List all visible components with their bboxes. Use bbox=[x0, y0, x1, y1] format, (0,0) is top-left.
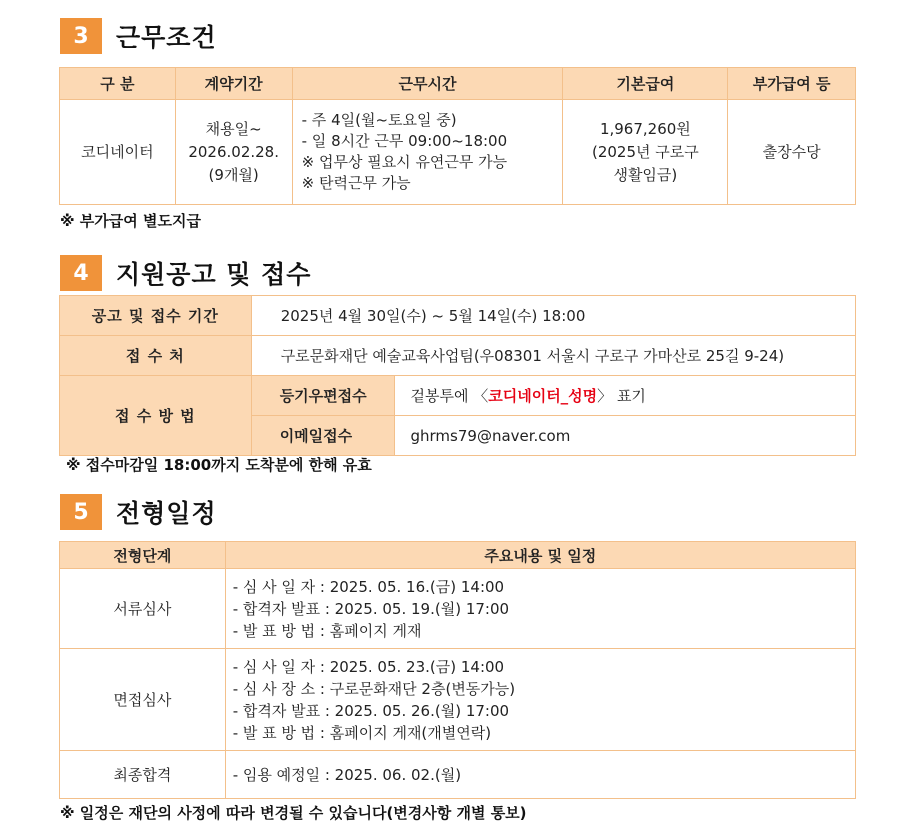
column-header: 근무시간 bbox=[292, 68, 563, 100]
hours-line: - 주 4일(월~토요일 중) bbox=[301, 111, 457, 129]
table-row bbox=[60, 336, 856, 376]
section-5-note: ※ 일정은 재단의 사정에 따라 변경될 수 있습니다(변경사항 개별 통보) bbox=[60, 804, 527, 822]
salary-cell bbox=[563, 100, 728, 205]
salary-line: (2025년 구로구 bbox=[591, 142, 699, 161]
schedule-cell bbox=[225, 569, 855, 649]
contract-period-cell bbox=[175, 100, 292, 205]
section-4-heading bbox=[60, 255, 311, 291]
extra-pay-cell: 출장수당 bbox=[728, 100, 856, 205]
table-row bbox=[60, 569, 856, 649]
schedule-line: - 심 사 일 자 : 2025. 05. 16.(금) 14:00 bbox=[232, 577, 505, 596]
work-hours-cell bbox=[292, 100, 563, 205]
table-row bbox=[60, 296, 856, 336]
place-label: 접 수 처 bbox=[60, 336, 252, 376]
schedule-line: - 발 표 방 법 : 홈페이지 게재 bbox=[232, 621, 422, 640]
period-label: 공고 및 접수 기간 bbox=[60, 296, 252, 336]
stage-cell: 면접심사 bbox=[60, 649, 226, 751]
mail-value bbox=[394, 376, 856, 416]
mail-label: 등기우편접수 bbox=[251, 376, 394, 416]
hours-line: ※ 탄력근무 가능 bbox=[301, 174, 411, 192]
mail-prefix: 겉봉투에 〈 bbox=[410, 387, 489, 405]
section-title: 근무조건 bbox=[116, 23, 217, 52]
section-number-badge: 5 bbox=[60, 494, 102, 530]
work-conditions-table bbox=[59, 67, 856, 205]
column-header: 구 분 bbox=[60, 68, 176, 100]
application-table bbox=[59, 295, 856, 456]
method-label: 접 수 방 법 bbox=[60, 376, 252, 456]
table-row bbox=[60, 751, 856, 799]
place-value: 구로문화재단 예술교육사업팀(우08301 서울시 구로구 가마산로 25길 9-24) bbox=[251, 336, 855, 376]
section-number-badge: 3 bbox=[60, 18, 102, 54]
schedule-cell bbox=[225, 649, 855, 751]
stage-cell: 서류심사 bbox=[60, 569, 226, 649]
table-row bbox=[60, 100, 856, 205]
contract-line: 2026.02.28. bbox=[188, 142, 279, 161]
table-row bbox=[60, 649, 856, 751]
column-header: 부가급여 등 bbox=[728, 68, 856, 100]
table-row bbox=[60, 376, 856, 416]
schedule-line: - 심 사 장 소 : 구로문화재단 2층(변동가능) bbox=[232, 679, 516, 698]
section-number-badge: 4 bbox=[60, 255, 102, 291]
salary-line: 생활임금) bbox=[613, 165, 678, 184]
section-4-note: ※ 접수마감일 18:00까지 도착분에 한해 유효 bbox=[66, 456, 372, 474]
section-3-note: ※ 부가급여 별도지급 bbox=[60, 212, 201, 230]
column-header: 기본급여 bbox=[563, 68, 728, 100]
column-header: 계약기간 bbox=[175, 68, 292, 100]
position-cell: 코디네이터 bbox=[60, 100, 176, 205]
table-header-row bbox=[60, 542, 856, 569]
schedule-line: - 합격자 발표 : 2025. 05. 26.(월) 17:00 bbox=[232, 701, 510, 720]
section-3-heading bbox=[60, 18, 217, 54]
schedule-line: - 심 사 일 자 : 2025. 05. 23.(금) 14:00 bbox=[232, 657, 505, 676]
schedule-cell bbox=[225, 751, 855, 799]
column-header: 전형단계 bbox=[60, 542, 226, 569]
table-header-row bbox=[60, 68, 856, 100]
schedule-table bbox=[59, 541, 856, 799]
stage-cell: 최종합격 bbox=[60, 751, 226, 799]
column-header: 주요내용 및 일정 bbox=[225, 542, 855, 569]
mail-highlight: 코디네이터_성명 bbox=[488, 387, 598, 405]
section-5-heading bbox=[60, 494, 217, 530]
section-title: 전형일정 bbox=[116, 499, 217, 528]
hours-line: ※ 업무상 필요시 유연근무 가능 bbox=[301, 153, 508, 171]
salary-line: 1,967,260원 bbox=[599, 119, 691, 138]
mail-suffix: 〉 표기 bbox=[597, 387, 646, 405]
email-link[interactable]: ghrms79@naver.com bbox=[394, 416, 856, 456]
section-title: 지원공고 및 접수 bbox=[116, 260, 312, 289]
schedule-line: - 합격자 발표 : 2025. 05. 19.(월) 17:00 bbox=[232, 599, 510, 618]
contract-line: (9개월) bbox=[208, 165, 259, 184]
contract-line: 채용일~ bbox=[205, 119, 262, 138]
schedule-line: - 임용 예정일 : 2025. 06. 02.(월) bbox=[232, 765, 462, 784]
period-value: 2025년 4월 30일(수) ~ 5월 14일(수) 18:00 bbox=[251, 296, 855, 336]
email-label: 이메일접수 bbox=[251, 416, 394, 456]
schedule-line: - 발 표 방 법 : 홈페이지 게재(개별연락) bbox=[232, 723, 492, 742]
hours-line: - 일 8시간 근무 09:00~18:00 bbox=[301, 132, 508, 150]
